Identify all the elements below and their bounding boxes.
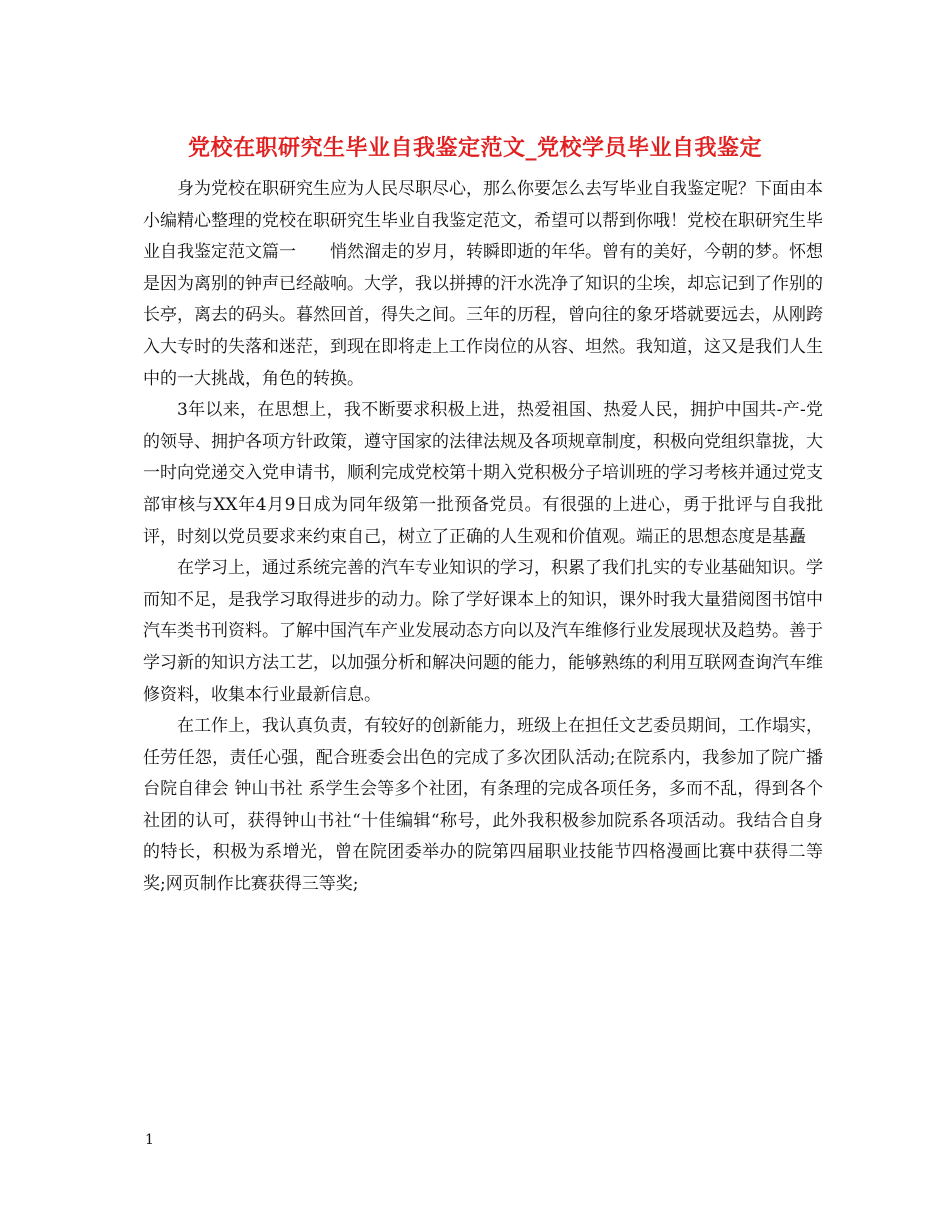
paragraph-4: 在工作上，我认真负责，有较好的创新能力，班级上在担任文艺委员期间，工作塌实，任劳任怨，责任心强，配合班委会出色的完成了多次团队活动;在院系内，我参加了院广播台院自律会 钟山书社 系学生会等多个社团，有条理的完成各项任务，多而不乱，得到各个社团的认可，获得钟山书社“十佳编辑“称号，此外我积极参加院系各项活动。我结合自身的特长，积极为系增光，曾在院团委举办的院第四届职业技能节四格漫画比赛中获得二等奖;网页制作比赛获得三等奖; — [143, 716, 823, 895]
page-title: 党校在职研究生毕业自我鉴定范文_党校学员毕业自我鉴定 — [187, 135, 762, 161]
document-body — [143, 174, 823, 901]
paragraph-1: 身为党校在职研究生应为人民尽职尽心，那么你要怎么去写毕业自我鉴定呢？下面由本小编精心整理的党校在职研究生毕业自我鉴定范文，希望可以帮到你哦！党校在职研究生毕业自我鉴定范文篇一 悄然溜走的岁月，转瞬即逝的年华。曾有的美好，今朝的梦。怀想是因为离别的钟声已经敲响。大学，我以拼搏的汗水洗净了知识的尘埃，却忘记到了作别的长亭，离去的码头。暮然回首，得失之间。三年的历程，曾向往的象牙塔就要远去，从刚跨入大专时的失落和迷茫，到现在即将走上工作岗位的从容、坦然。我知道，这又是我们人生中的一大挑战，角色的转换。 — [143, 179, 823, 389]
paragraph-2: 3年以来，在思想上，我不断要求积极上进，热爱祖国、热爱人民，拥护中国共-产-党的领导、拥护各项方针政策，遵守国家的法律法规及各项规章制度，积极向党组织靠拢，大一时向党递交入党申请书，顺利完成党校第十期入党积极分子培训班的学习考核并通过党支部审核与XX年4月9日成为同年级第一批预备党员。有很强的上进心，勇于批评与自我批评，时刻以党员要求来约束自己，树立了正确的人生观和价值观。端正的思想态度是基矗 — [143, 400, 823, 547]
page-number: 1 — [145, 1132, 154, 1148]
paragraph-3: 在学习上，通过系统完善的汽车专业知识的学习，积累了我们扎实的专业基础知识。学而知不足，是我学习取得进步的动力。除了学好课本上的知识，课外时我大量猎阅图书馆中汽车类书刊资料。了解中国汽车产业发展动态方向以及汽车维修行业发展现状及趋势。善于学习新的知识方法工艺，以加强分析和解决问题的能力，能够熟练的利用互联网查询汽车维修资料，收集本行业最新信息。 — [143, 558, 823, 705]
